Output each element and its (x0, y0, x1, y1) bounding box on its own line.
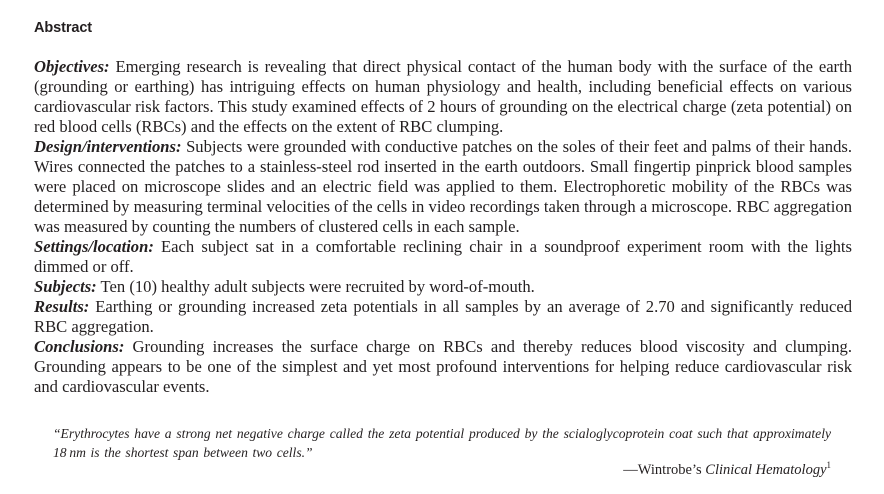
attribution-source-title: Clinical Hematology (705, 462, 827, 478)
attribution-author: —Wintrobe’s (623, 462, 706, 478)
section-label: Design/interventions: (34, 137, 182, 156)
reference-superscript: 1 (826, 460, 831, 471)
section-text: Grounding increases the surface charge on RBCs and thereby reduces blood viscosity and clumping. Grounding appears to be one of the simplest and yet most profound interventions for helping reduce cardiovascular risk and cardiovascular events. (34, 337, 852, 396)
abstract-body (34, 57, 852, 397)
section-objectives (34, 57, 852, 137)
section-text: Ten (10) healthy adult subjects were recruited by word-of-mouth. (96, 277, 535, 296)
abstract-heading: Abstract (34, 20, 93, 36)
epigraph-quote: “Erythrocytes have a strong net negative charge called the zeta potential produced by the scialoglycoprotein coat such that approximately 18 nm is the shortest span between two cells.” (53, 426, 831, 460)
section-conclusions (34, 337, 852, 397)
section-label: Subjects: (34, 277, 97, 296)
section-results (34, 297, 852, 337)
section-label: Objectives: (34, 57, 110, 76)
quote-attribution (623, 461, 831, 479)
section-text: Subjects were grounded with conductive patches on the soles of their feet and palms of their hands. Wires connected the patches to a stainless-steel rod inserted in the earth outdoors. Small fingertip pinprick blood samples were placed on microscope slides and an electric field was applied to them. Electrophoretic mobility of the RBCs was determined by measuring terminal velocities of the cells in video recordings taken through a microscope. RBC aggregation was measured by counting the numbers of clustered cells in each sample. (34, 137, 852, 236)
section-text: Earthing or grounding increased zeta potentials in all samples by an average of 2.70 and significantly reduced RBC aggregation. (34, 297, 852, 336)
section-design-interventions (34, 137, 852, 237)
section-settings-location (34, 237, 852, 277)
section-label: Conclusions: (34, 337, 125, 356)
section-text: Each subject sat in a comfortable reclining chair in a soundproof experiment room with the lights dimmed or off. (34, 237, 852, 276)
section-label: Results: (34, 297, 90, 316)
section-label: Settings/location: (34, 237, 154, 256)
section-subjects (34, 277, 852, 297)
section-text: Emerging research is revealing that direct physical contact of the human body with the surface of the earth (grounding or earthing) has intriguing effects on human physiology and health, including beneficial effects on various cardiovascular risk factors. This study examined effects of 2 hours of grounding on the electrical charge (zeta potential) on red blood cells (RBCs) and the effects on the extent of RBC clumping. (34, 57, 852, 136)
